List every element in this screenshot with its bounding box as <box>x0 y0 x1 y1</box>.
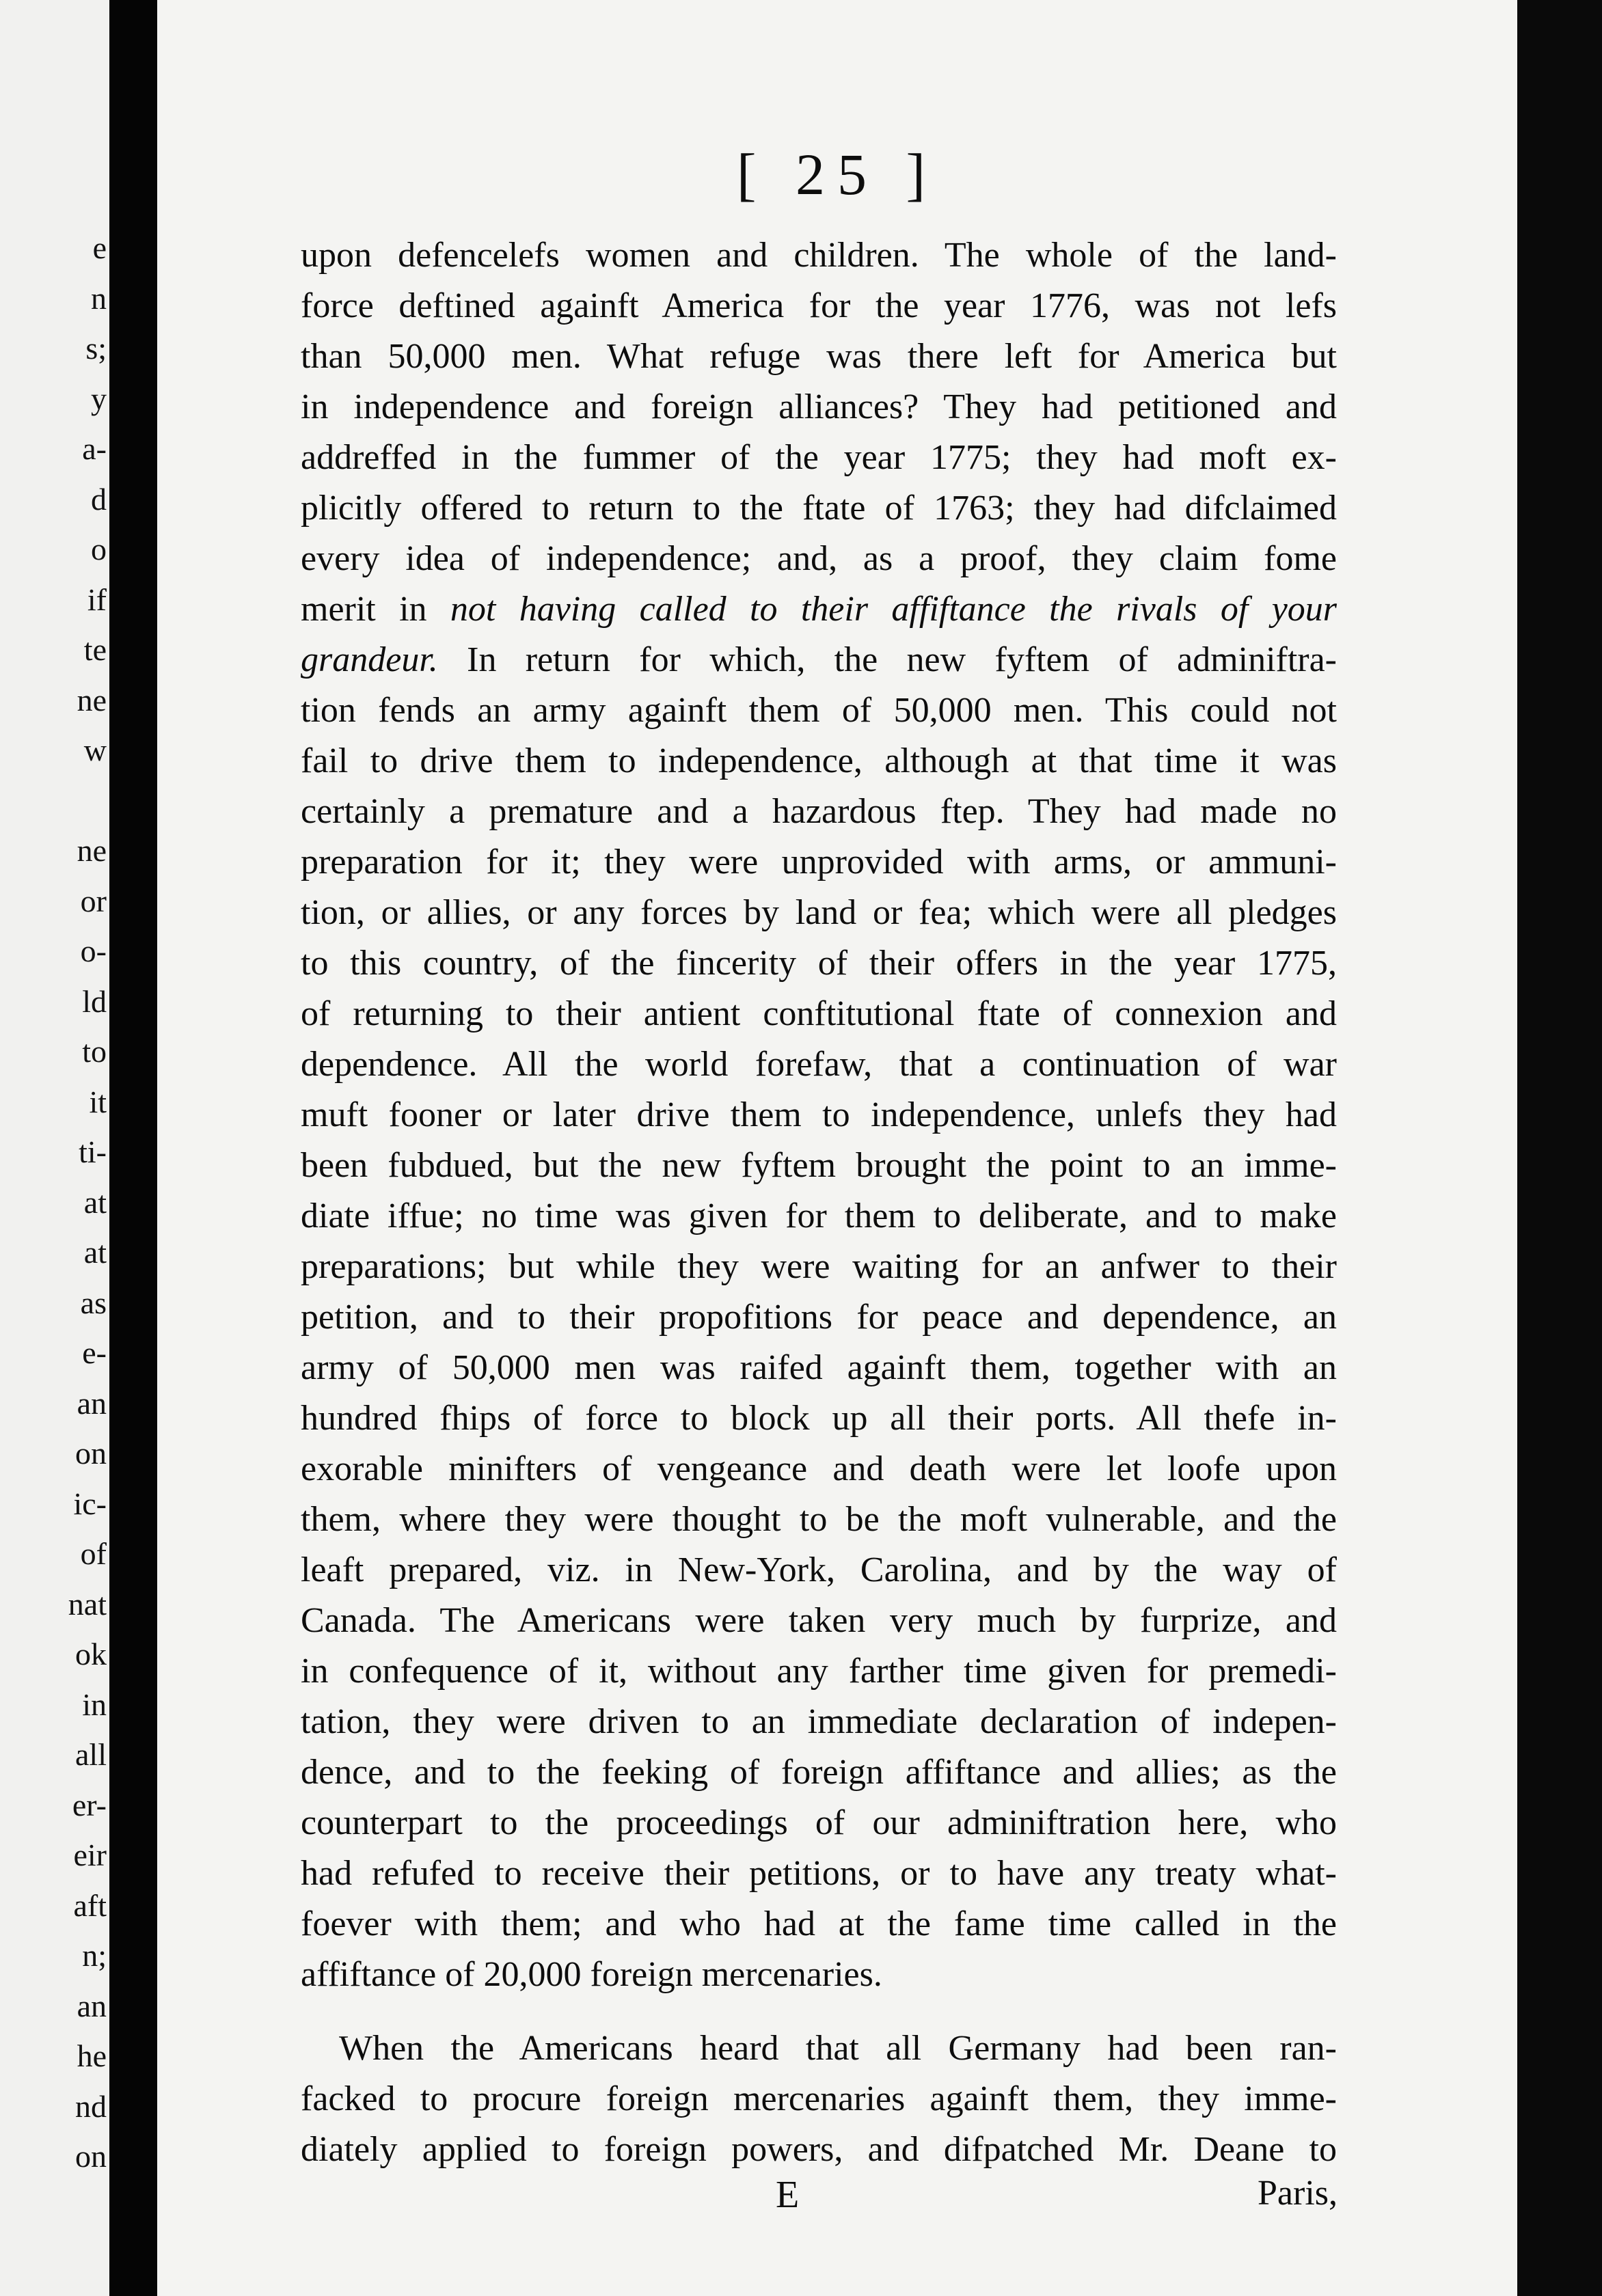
text-line: Canada. The Americans were taken very much by furprize, and <box>301 1601 1337 1640</box>
text-line: certainly a premature and a hazardous ftep. They had made no <box>301 792 1337 831</box>
text-line: than 50,000 men. What refuge was there left for America but <box>301 337 1337 376</box>
text-line: army of 50,000 men was raifed againft them, together with an <box>301 1348 1337 1387</box>
facing-page-fragment: or <box>80 883 107 918</box>
facing-page-fragment: ti- <box>79 1134 107 1169</box>
facing-page-fragment: all <box>75 1737 107 1772</box>
facing-page-edge <box>0 0 109 2296</box>
facing-page-fragment: o <box>91 532 107 566</box>
facing-page-fragment: of <box>80 1536 107 1571</box>
facing-page-fragment: on <box>75 2139 107 2174</box>
line-italic-part: not having called to their affiftance the rivals of your <box>450 590 1338 629</box>
facing-page-fragment: d <box>91 481 107 517</box>
text-line <box>301 584 1337 635</box>
line-italic-part: grandeur. <box>301 640 438 679</box>
text-line: fail to drive them to independence, although at that time it was <box>301 741 1337 780</box>
text-line: been fubdued, but the new fyftem brought the point to an imme- <box>301 1146 1337 1185</box>
text-line: leaft prepared, viz. in New-York, Carolina, and by the way of <box>301 1550 1337 1589</box>
facing-page-fragment: at <box>83 1184 107 1220</box>
facing-page-fragment: ne <box>77 833 107 868</box>
text-line: force deftined againft America for the year 1776, was not lefs <box>301 286 1337 325</box>
text-line: diate iffue; no time was given for them to deliberate, and to make <box>301 1197 1337 1235</box>
text-line: addreffed in the fummer of the year 1775; they had moft ex- <box>301 438 1337 477</box>
text-line: in confequence of it, without any farther time given for premedi- <box>301 1652 1337 1691</box>
facing-page-fragment: as <box>80 1285 107 1320</box>
facing-page-fragment: he <box>77 2038 107 2073</box>
text-line: dence, and to the feeking of foreign affiftance and allies; as the <box>301 1753 1337 1792</box>
facing-page-fragment: w <box>83 733 107 767</box>
book-gutter <box>109 0 157 2296</box>
facing-page-fragment: on <box>75 1436 107 1471</box>
text-line: tation, they were driven to an immediate declaration of indepen- <box>301 1702 1337 1741</box>
facing-page-fragment: an <box>77 1385 107 1421</box>
facing-page-fragment: if <box>87 582 107 617</box>
facing-page-fragment: in <box>82 1686 107 1722</box>
text-line: had refufed to receive their petitions, or to have any treaty what- <box>301 1854 1337 1893</box>
facing-page-fragment: ok <box>75 1637 107 1671</box>
page-number: [ 25 ] <box>736 141 938 207</box>
text-line: foever with them; and who had at the fame time called in the <box>301 1904 1337 1943</box>
line-roman-part: In return for which, the new fyftem of adminiftra- <box>437 640 1337 679</box>
text-line: tion, or allies, or any forces by land or fea; which were all pledges <box>301 893 1337 932</box>
facing-page-fragment: s; <box>85 331 107 366</box>
text-line: them, where they were thought to be the moft vulnerable, and the <box>301 1500 1337 1539</box>
facing-page-fragment: n; <box>82 1938 107 1973</box>
facing-page-fragment: nd <box>75 2088 107 2124</box>
facing-page-fragment: eir <box>73 1837 107 1872</box>
text-line: exorable minifters of vengeance and death were let loofe upon <box>301 1449 1337 1488</box>
text-line: affiftance of 20,000 foreign mercenaries. <box>301 1955 882 1994</box>
text-line: diately applied to foreign powers, and difpatched Mr. Deane to <box>301 2130 1337 2169</box>
text-line: preparation for it; they were unprovided with arms, or ammuni- <box>301 843 1337 882</box>
text-line: to this country, of the fincerity of their offers in the year 1775, <box>301 944 1337 983</box>
text-line: muft fooner or later drive them to independence, unlefs they had <box>301 1095 1337 1134</box>
text-line: in independence and foreign alliances? They had petitioned and <box>301 387 1337 426</box>
text-line: facked to procure foreign mercenaries againft them, they imme- <box>301 2079 1337 2118</box>
catchword: Paris, <box>1258 2174 1338 2213</box>
facing-page-fragment: ic- <box>73 1486 107 1521</box>
facing-page-fragment: nat <box>68 1586 107 1622</box>
facing-page-fragment: ne <box>77 682 107 718</box>
text-line: every idea of independence; and, as a proof, they claim fome <box>301 539 1337 578</box>
facing-page-fragment: e- <box>82 1335 107 1370</box>
facing-page-fragment: er- <box>72 1787 107 1822</box>
facing-page-fragment: n <box>91 280 107 316</box>
text-line: hundred fhips of force to block up all their ports. All thefe in- <box>301 1399 1337 1438</box>
text-line: When the Americans heard that all Germany had been ran- <box>339 2029 1337 2068</box>
text-line: upon defencelefs women and children. The whole of the land- <box>301 236 1337 275</box>
text-line: counterpart to the proceedings of our adminiftration here, who <box>301 1803 1337 1842</box>
page-outer-edge <box>1517 0 1602 2296</box>
facing-page-fragment: e <box>92 230 107 265</box>
facing-page-fragment: aft <box>73 1887 107 1923</box>
facing-page-fragment: an <box>77 1988 107 2023</box>
line-roman-part: merit in <box>301 590 450 629</box>
text-line: dependence. All the world forefaw, that a continuation of war <box>301 1045 1337 1084</box>
facing-page-fragment: a- <box>82 431 107 466</box>
facing-page-fragment: ld <box>82 983 107 1019</box>
facing-page-fragment: to <box>82 1034 107 1069</box>
facing-page-fragment: at <box>83 1235 107 1270</box>
facing-page-fragment: it <box>89 1084 107 1119</box>
text-line: preparations; but while they were waiting for an anfwer to their <box>301 1247 1337 1286</box>
text-line: tion fends an army againft them of 50,000 men. This could not <box>301 691 1337 730</box>
facing-page-fragment: o- <box>80 933 107 968</box>
facing-page-fragment: te <box>83 632 107 667</box>
facing-page-fragment: y <box>91 381 107 416</box>
text-line: petition, and to their propofitions for peace and dependence, an <box>301 1298 1337 1337</box>
text-line <box>301 635 1337 685</box>
text-line: plicitly offered to return to the ftate of 1763; they had difclaimed <box>301 489 1337 528</box>
signature-mark: E <box>776 2174 800 2216</box>
text-line: of returning to their antient conftitutional ftate of connexion and <box>301 994 1337 1033</box>
